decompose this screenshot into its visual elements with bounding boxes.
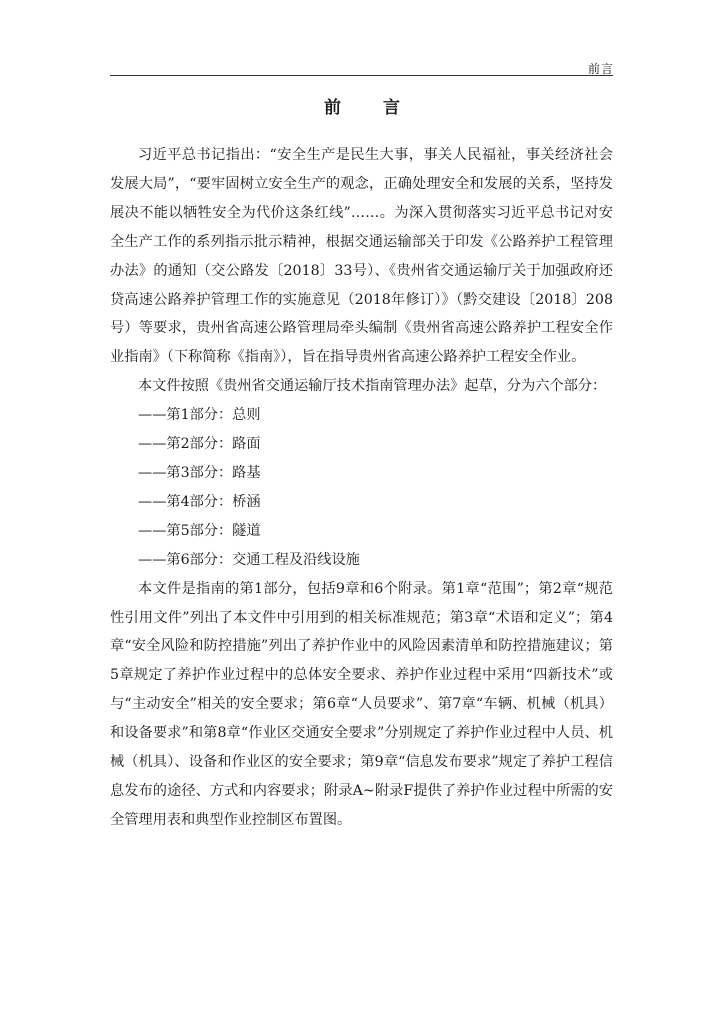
body-text — [110, 141, 613, 835]
part-list — [110, 401, 613, 574]
header-rule — [110, 75, 613, 76]
running-header: 前言 — [587, 62, 614, 76]
part-item: ——第2部分：路面 — [138, 436, 261, 453]
part-item: ——第5部分：隧道 — [138, 522, 261, 539]
part-item: ——第6部分：交通工程及沿线设施 — [138, 551, 360, 568]
paragraph-intro: 习近平总书记指出：“安全生产是民生大事，事关人民福祉，事关经济社会发展大局”，“要牢固树立安全生产的观念，正确处理安全和发展的关系，坚持发展决不能以牺牲安全为代价这条红线”……。为深入贯彻落实习近平总书记对安全生产工作的系列指示批示精神，根据交通运输部关于印发《公路养护工程管理办法》的通知（交公路发〔2018〕33号）、《贵州省交通运输厅关于加强政府还贷高速公路养护管理工作的实施意见（2018年修订）》（黔交建设〔2018〕208号）等要求，贵州省高速公路管理局牵头编制《贵州省高速公路养护工程安全作业指南》（下称简称《指南》），旨在指导贵州省高速公路养护工程安全作业。 — [110, 147, 613, 366]
paragraph-contents: 本文件是指南的第1部分，包括9章和6个附录。第1章“范围”；第2章“规范性引用文件”列出了本文件中引用到的相关标准规范；第3章“术语和定义”；第4章“安全风险和防控措施”列出了养护作业中的风险因素清单和防控措施建议；第5章规定了养护作业过程中的总体安全要求、养护作业过程中采用“四新技术”或与“主动安全”相关的安全要求；第6章“人员要求”、第7章“车辆、机械（机具）和设备要求”和第8章“作业区交通安全要求”分别规定了养护作业过程中人员、机械（机具）、设备和作业区的安全要求；第9章“信息发布要求”规定了养护工程信息发布的途径、方式和内容要求；附录A~附录F提供了养护作业过程中所需的安全管理用表和典型作业控制区布置图。 — [110, 580, 613, 828]
page-title: 前 言 — [324, 98, 418, 118]
paragraph-structure: 本文件按照《贵州省交通运输厅技术指南管理办法》起草，分为六个部分： — [138, 378, 607, 395]
part-item: ——第1部分：总则 — [138, 407, 261, 424]
part-item: ——第4部分：桥涵 — [138, 493, 261, 510]
part-item: ——第3部分：路基 — [138, 464, 261, 481]
